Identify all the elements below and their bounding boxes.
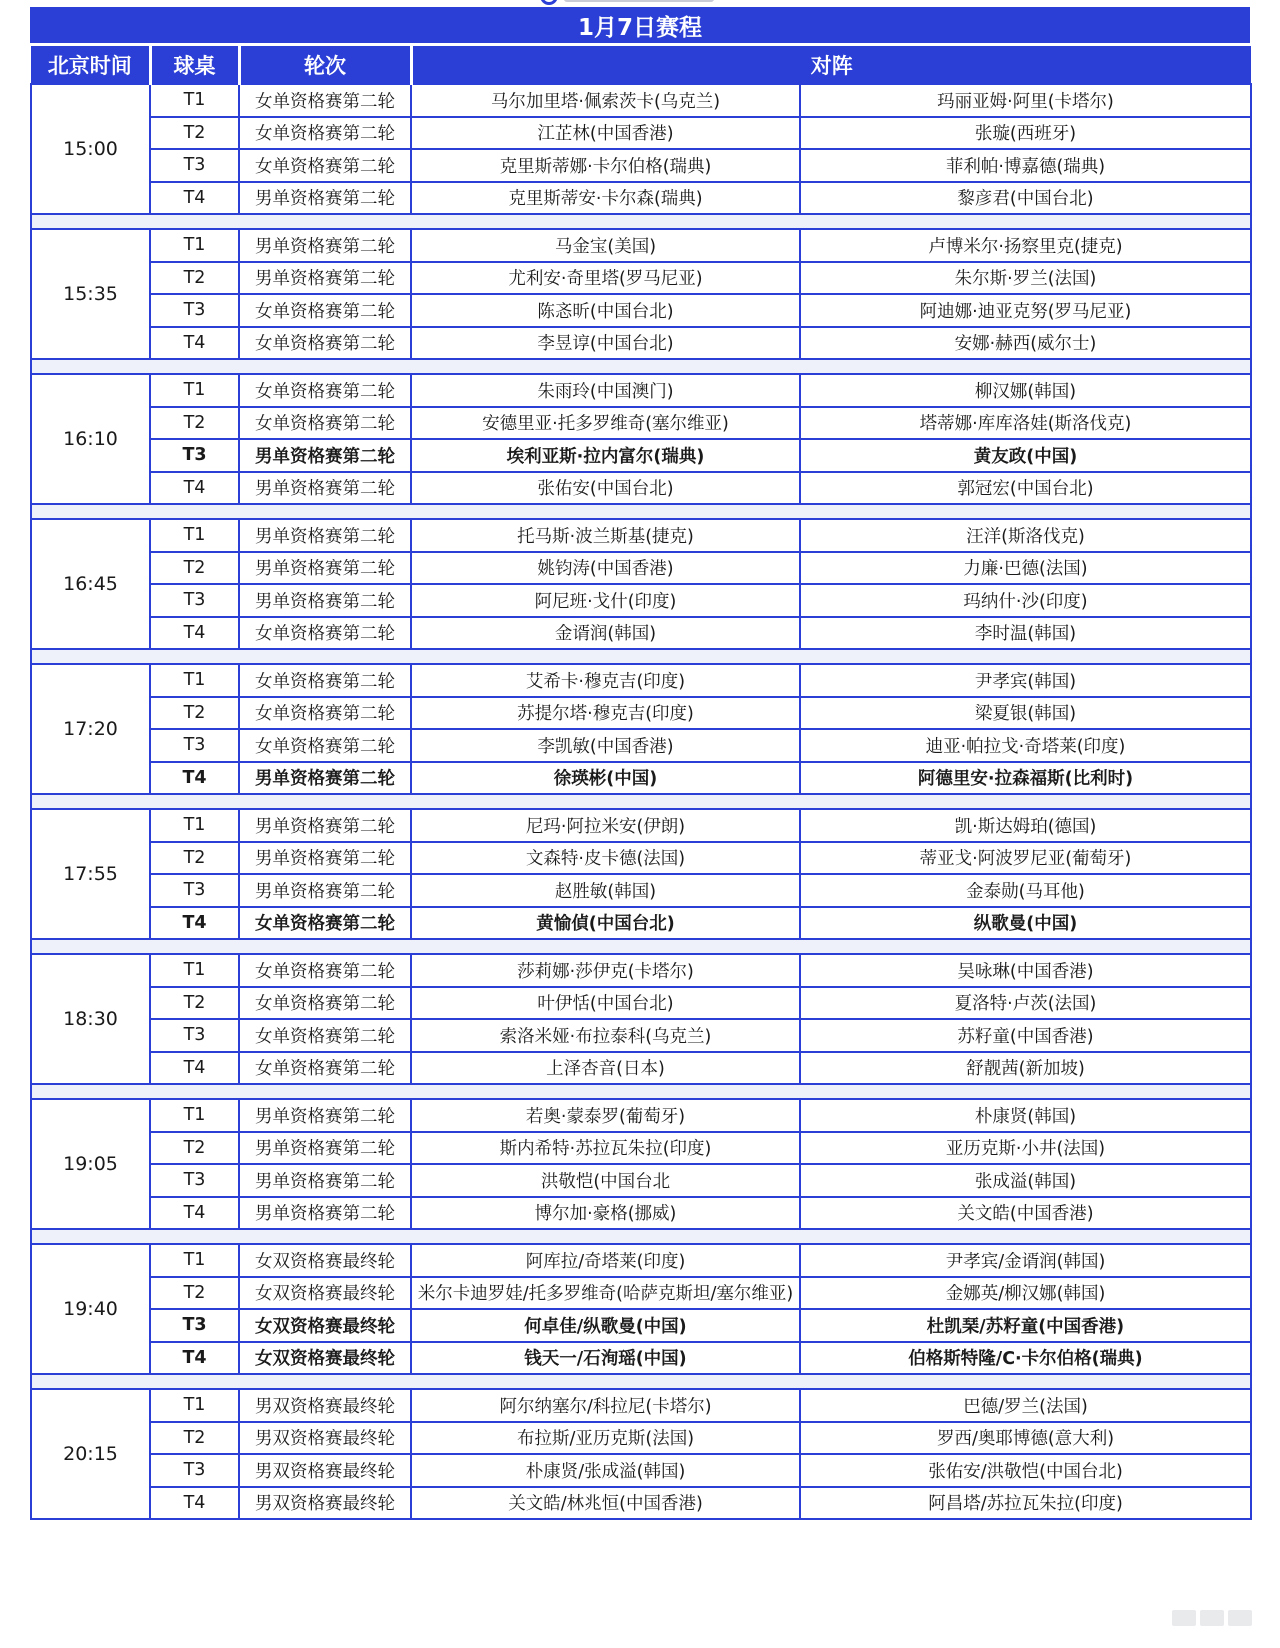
watermark-block	[1200, 1610, 1224, 1626]
round-cell: 男单资格赛第二轮	[239, 519, 411, 552]
table-cell: T2	[150, 117, 239, 150]
round-cell: 男双资格赛最终轮	[239, 1422, 411, 1455]
player-b-cell: 张璇(西班牙)	[800, 117, 1251, 150]
table-row	[31, 229, 1251, 262]
table-row	[31, 1052, 1251, 1085]
player-b-cell: 李时温(韩国)	[800, 617, 1251, 650]
round-cell: 女单资格赛第二轮	[239, 697, 411, 730]
player-a-cell: 阿尼班·戈什(印度)	[411, 584, 800, 617]
round-cell: 女双资格赛最终轮	[239, 1244, 411, 1277]
round-cell: 女单资格赛第二轮	[239, 327, 411, 360]
player-b-cell: 玛丽亚姆·阿里(卡塔尔)	[800, 84, 1251, 117]
player-a-cell: 尼玛·阿拉米安(伊朗)	[411, 809, 800, 842]
table-cell: T1	[150, 229, 239, 262]
table-cell: T4	[150, 1342, 239, 1375]
player-a-cell: 江芷林(中国香港)	[411, 117, 800, 150]
player-a-cell: 李凯敏(中国香港)	[411, 729, 800, 762]
table-row	[31, 182, 1251, 215]
table-row	[31, 1099, 1251, 1132]
table-row	[31, 697, 1251, 730]
table-row	[31, 294, 1251, 327]
table-cell: T3	[150, 1309, 239, 1342]
table-row	[31, 374, 1251, 407]
round-cell: 女单资格赛第二轮	[239, 1052, 411, 1085]
schedule-table	[30, 46, 1252, 1520]
table-row	[31, 1197, 1251, 1230]
time-cell: 17:20	[31, 664, 150, 794]
table-cell: T2	[150, 1277, 239, 1310]
table-row	[31, 149, 1251, 182]
player-a-cell: 马金宝(美国)	[411, 229, 800, 262]
table-row	[31, 1019, 1251, 1052]
table-cell: T4	[150, 762, 239, 795]
player-b-cell: 柳汉娜(韩国)	[800, 374, 1251, 407]
player-b-cell: 阿迪娜·迪亚克努(罗马尼亚)	[800, 294, 1251, 327]
player-b-cell: 金泰勋(马耳他)	[800, 874, 1251, 907]
table-cell: T3	[150, 729, 239, 762]
player-a-cell: 姚钧涛(中国香港)	[411, 552, 800, 585]
table-cell: T2	[150, 987, 239, 1020]
group-spacer	[31, 1374, 1251, 1389]
player-a-cell: 布拉斯/亚历克斯(法国)	[411, 1422, 800, 1455]
player-a-cell: 文森特·皮卡德(法国)	[411, 842, 800, 875]
table-row	[31, 987, 1251, 1020]
table-cell: T1	[150, 519, 239, 552]
round-cell: 男双资格赛最终轮	[239, 1454, 411, 1487]
player-a-cell: 克里斯蒂娜·卡尔伯格(瑞典)	[411, 149, 800, 182]
player-a-cell: 阿库拉/奇塔莱(印度)	[411, 1244, 800, 1277]
time-cell: 19:40	[31, 1244, 150, 1374]
table-row	[31, 327, 1251, 360]
round-cell: 男单资格赛第二轮	[239, 762, 411, 795]
round-cell: 男单资格赛第二轮	[239, 1099, 411, 1132]
round-cell: 男双资格赛最终轮	[239, 1487, 411, 1520]
player-a-cell: 关文皓/林兆恒(中国香港)	[411, 1487, 800, 1520]
group-spacer	[31, 1229, 1251, 1244]
player-a-cell: 赵胜敏(韩国)	[411, 874, 800, 907]
table-cell: T4	[150, 1052, 239, 1085]
round-cell: 女单资格赛第二轮	[239, 617, 411, 650]
player-b-cell: 杜凯琹/苏籽童(中国香港)	[800, 1309, 1251, 1342]
round-cell: 女双资格赛最终轮	[239, 1342, 411, 1375]
table-cell: T3	[150, 149, 239, 182]
player-a-cell: 徐瑛彬(中国)	[411, 762, 800, 795]
table-row	[31, 1487, 1251, 1520]
player-b-cell: 阿昌塔/苏拉瓦朱拉(印度)	[800, 1487, 1251, 1520]
player-a-cell: 若奥·蒙泰罗(葡萄牙)	[411, 1099, 800, 1132]
table-cell: T4	[150, 1197, 239, 1230]
player-a-cell: 博尔加·豪格(挪威)	[411, 1197, 800, 1230]
round-cell: 男单资格赛第二轮	[239, 262, 411, 295]
player-a-cell: 钱天一/石洵瑶(中国)	[411, 1342, 800, 1375]
player-b-cell: 亚历克斯·小井(法国)	[800, 1132, 1251, 1165]
player-a-cell: 何卓佳/纵歌曼(中国)	[411, 1309, 800, 1342]
group-spacer-cell	[31, 214, 1251, 229]
player-b-cell: 苏籽童(中国香港)	[800, 1019, 1251, 1052]
player-b-cell: 黄友政(中国)	[800, 439, 1251, 472]
table-cell: T2	[150, 262, 239, 295]
table-cell: T2	[150, 697, 239, 730]
player-b-cell: 阿德里安·拉森福斯(比利时)	[800, 762, 1251, 795]
group-spacer-cell	[31, 1084, 1251, 1099]
table-cell: T1	[150, 1099, 239, 1132]
table-row	[31, 584, 1251, 617]
player-b-cell: 黎彦君(中国台北)	[800, 182, 1251, 215]
player-a-cell: 黄愉偵(中国台北)	[411, 907, 800, 940]
table-cell: T4	[150, 182, 239, 215]
watermark-block	[1172, 1610, 1196, 1626]
table-row	[31, 907, 1251, 940]
player-a-cell: 艾希卡·穆克吉(印度)	[411, 664, 800, 697]
table-cell: T4	[150, 472, 239, 505]
time-cell: 20:15	[31, 1389, 150, 1519]
table-row	[31, 1164, 1251, 1197]
table-cell: T1	[150, 84, 239, 117]
time-cell: 15:00	[31, 84, 150, 214]
table-cell: T1	[150, 664, 239, 697]
player-b-cell: 玛纳什·沙(印度)	[800, 584, 1251, 617]
header-logo	[540, 0, 714, 6]
table-cell: T3	[150, 1019, 239, 1052]
table-row	[31, 842, 1251, 875]
table-cell: T4	[150, 617, 239, 650]
round-cell: 男单资格赛第二轮	[239, 1197, 411, 1230]
table-cell: T4	[150, 907, 239, 940]
group-spacer-cell	[31, 359, 1251, 374]
player-b-cell: 尹孝宾/金谞润(韩国)	[800, 1244, 1251, 1277]
column-header-time: 北京时间	[31, 46, 150, 84]
table-cell: T2	[150, 552, 239, 585]
round-cell: 女单资格赛第二轮	[239, 729, 411, 762]
group-spacer-cell	[31, 649, 1251, 664]
time-cell: 19:05	[31, 1099, 150, 1229]
player-b-cell: 安娜·赫西(威尔士)	[800, 327, 1251, 360]
table-row	[31, 472, 1251, 505]
table-row	[31, 1342, 1251, 1375]
table-row	[31, 729, 1251, 762]
round-cell: 男单资格赛第二轮	[239, 874, 411, 907]
round-cell: 女单资格赛第二轮	[239, 149, 411, 182]
player-a-cell: 尤利安·奇里塔(罗马尼亚)	[411, 262, 800, 295]
table-row	[31, 1309, 1251, 1342]
table-row	[31, 1132, 1251, 1165]
logo-text-cropped	[564, 0, 714, 2]
schedule-body	[31, 84, 1251, 1519]
time-cell: 16:10	[31, 374, 150, 504]
player-a-cell: 张佑安(中国台北)	[411, 472, 800, 505]
page-title: 1月7日赛程	[30, 7, 1250, 46]
round-cell: 男单资格赛第二轮	[239, 1164, 411, 1197]
round-cell: 男单资格赛第二轮	[239, 472, 411, 505]
player-b-cell: 梁夏银(韩国)	[800, 697, 1251, 730]
table-row	[31, 1454, 1251, 1487]
player-a-cell: 金谞润(韩国)	[411, 617, 800, 650]
player-a-cell: 阿尔纳塞尔/科拉尼(卡塔尔)	[411, 1389, 800, 1422]
round-cell: 男单资格赛第二轮	[239, 182, 411, 215]
round-cell: 女单资格赛第二轮	[239, 374, 411, 407]
player-a-cell: 洪敬恺(中国台北	[411, 1164, 800, 1197]
table-cell: T3	[150, 1454, 239, 1487]
table-cell: T1	[150, 954, 239, 987]
group-spacer	[31, 214, 1251, 229]
player-b-cell: 菲利帕·博嘉德(瑞典)	[800, 149, 1251, 182]
table-row	[31, 262, 1251, 295]
table-cell: T2	[150, 407, 239, 440]
time-cell: 15:35	[31, 229, 150, 359]
player-b-cell: 朱尔斯·罗兰(法国)	[800, 262, 1251, 295]
player-b-cell: 力廉·巴德(法国)	[800, 552, 1251, 585]
table-row	[31, 439, 1251, 472]
group-spacer	[31, 504, 1251, 519]
group-spacer-cell	[31, 794, 1251, 809]
table-cell: T2	[150, 842, 239, 875]
player-b-cell: 夏洛特·卢茨(法国)	[800, 987, 1251, 1020]
time-cell: 16:45	[31, 519, 150, 649]
player-a-cell: 托马斯·波兰斯基(捷克)	[411, 519, 800, 552]
header-row	[31, 46, 1251, 84]
player-b-cell: 纵歌曼(中国)	[800, 907, 1251, 940]
logo-circle-icon	[540, 0, 558, 5]
player-b-cell: 塔蒂娜·库库洛娃(斯洛伐克)	[800, 407, 1251, 440]
group-spacer	[31, 1084, 1251, 1099]
player-a-cell: 李昱谆(中国台北)	[411, 327, 800, 360]
player-b-cell: 舒靓茜(新加坡)	[800, 1052, 1251, 1085]
player-a-cell: 陈忞昕(中国台北)	[411, 294, 800, 327]
table-row	[31, 84, 1251, 117]
player-b-cell: 吴咏琳(中国香港)	[800, 954, 1251, 987]
table-cell: T1	[150, 1389, 239, 1422]
column-header-round: 轮次	[239, 46, 411, 84]
table-cell: T3	[150, 294, 239, 327]
player-b-cell: 迪亚·帕拉戈·奇塔莱(印度)	[800, 729, 1251, 762]
table-row	[31, 762, 1251, 795]
time-cell: 17:55	[31, 809, 150, 939]
table-cell: T2	[150, 1422, 239, 1455]
schedule-sheet	[30, 7, 1250, 1520]
round-cell: 男单资格赛第二轮	[239, 809, 411, 842]
round-cell: 女单资格赛第二轮	[239, 1019, 411, 1052]
table-row	[31, 617, 1251, 650]
table-cell: T4	[150, 1487, 239, 1520]
table-cell: T3	[150, 874, 239, 907]
group-spacer-cell	[31, 504, 1251, 519]
round-cell: 女双资格赛最终轮	[239, 1309, 411, 1342]
group-spacer-cell	[31, 1374, 1251, 1389]
player-a-cell: 埃利亚斯·拉内富尔(瑞典)	[411, 439, 800, 472]
table-row	[31, 407, 1251, 440]
table-row	[31, 552, 1251, 585]
round-cell: 女单资格赛第二轮	[239, 907, 411, 940]
round-cell: 女单资格赛第二轮	[239, 987, 411, 1020]
player-a-cell: 斯内希特·苏拉瓦朱拉(印度)	[411, 1132, 800, 1165]
group-spacer-cell	[31, 1229, 1251, 1244]
table-row	[31, 1422, 1251, 1455]
group-spacer	[31, 359, 1251, 374]
player-b-cell: 汪洋(斯洛伐克)	[800, 519, 1251, 552]
round-cell: 男单资格赛第二轮	[239, 1132, 411, 1165]
group-spacer	[31, 649, 1251, 664]
player-a-cell: 马尔加里塔·佩索茨卡(乌克兰)	[411, 84, 800, 117]
round-cell: 男单资格赛第二轮	[239, 439, 411, 472]
table-row	[31, 1244, 1251, 1277]
round-cell: 男双资格赛最终轮	[239, 1389, 411, 1422]
table-row	[31, 874, 1251, 907]
round-cell: 女单资格赛第二轮	[239, 294, 411, 327]
round-cell: 女单资格赛第二轮	[239, 84, 411, 117]
table-cell: T3	[150, 584, 239, 617]
player-b-cell: 卢博米尔·扬察里克(捷克)	[800, 229, 1251, 262]
player-a-cell: 米尔卡迪罗娃/托多罗维奇(哈萨克斯坦/塞尔维亚)	[411, 1277, 800, 1310]
table-cell: T1	[150, 1244, 239, 1277]
table-cell: T3	[150, 1164, 239, 1197]
table-cell: T2	[150, 1132, 239, 1165]
player-a-cell: 索洛米娅·布拉泰科(乌克兰)	[411, 1019, 800, 1052]
round-cell: 女双资格赛最终轮	[239, 1277, 411, 1310]
table-row	[31, 1389, 1251, 1422]
round-cell: 女单资格赛第二轮	[239, 954, 411, 987]
table-row	[31, 519, 1251, 552]
player-b-cell: 蒂亚戈·阿波罗尼亚(葡萄牙)	[800, 842, 1251, 875]
round-cell: 男单资格赛第二轮	[239, 229, 411, 262]
player-b-cell: 张成溢(韩国)	[800, 1164, 1251, 1197]
column-header-matchup: 对阵	[411, 46, 1251, 84]
round-cell: 男单资格赛第二轮	[239, 552, 411, 585]
column-header-table: 球桌	[150, 46, 239, 84]
player-a-cell: 莎莉娜·莎伊克(卡塔尔)	[411, 954, 800, 987]
group-spacer	[31, 939, 1251, 954]
player-a-cell: 安德里亚·托多罗维奇(塞尔维亚)	[411, 407, 800, 440]
round-cell: 男单资格赛第二轮	[239, 842, 411, 875]
group-spacer	[31, 794, 1251, 809]
table-cell: T1	[150, 809, 239, 842]
player-a-cell: 叶伊恬(中国台北)	[411, 987, 800, 1020]
watermark	[1172, 1610, 1252, 1626]
player-a-cell: 苏提尔塔·穆克吉(印度)	[411, 697, 800, 730]
player-b-cell: 尹孝宾(韩国)	[800, 664, 1251, 697]
table-row	[31, 954, 1251, 987]
table-cell: T4	[150, 327, 239, 360]
round-cell: 女单资格赛第二轮	[239, 407, 411, 440]
player-a-cell: 克里斯蒂安·卡尔森(瑞典)	[411, 182, 800, 215]
player-b-cell: 关文皓(中国香港)	[800, 1197, 1251, 1230]
player-b-cell: 伯格斯特隆/C·卡尔伯格(瑞典)	[800, 1342, 1251, 1375]
player-b-cell: 巴德/罗兰(法国)	[800, 1389, 1251, 1422]
watermark-block	[1228, 1610, 1252, 1626]
player-b-cell: 张佑安/洪敬恺(中国台北)	[800, 1454, 1251, 1487]
time-cell: 18:30	[31, 954, 150, 1084]
group-spacer-cell	[31, 939, 1251, 954]
table-row	[31, 117, 1251, 150]
player-b-cell: 罗西/奥耶博德(意大利)	[800, 1422, 1251, 1455]
player-b-cell: 金娜英/柳汉娜(韩国)	[800, 1277, 1251, 1310]
player-b-cell: 郭冠宏(中国台北)	[800, 472, 1251, 505]
table-row	[31, 1277, 1251, 1310]
round-cell: 男单资格赛第二轮	[239, 584, 411, 617]
table-cell: T1	[150, 374, 239, 407]
table-row	[31, 664, 1251, 697]
player-a-cell: 朱雨玲(中国澳门)	[411, 374, 800, 407]
table-row	[31, 809, 1251, 842]
player-b-cell: 朴康贤(韩国)	[800, 1099, 1251, 1132]
player-a-cell: 朴康贤/张成溢(韩国)	[411, 1454, 800, 1487]
player-a-cell: 上泽杏音(日本)	[411, 1052, 800, 1085]
round-cell: 女单资格赛第二轮	[239, 664, 411, 697]
round-cell: 女单资格赛第二轮	[239, 117, 411, 150]
table-cell: T3	[150, 439, 239, 472]
player-b-cell: 凯·斯达姆珀(德国)	[800, 809, 1251, 842]
